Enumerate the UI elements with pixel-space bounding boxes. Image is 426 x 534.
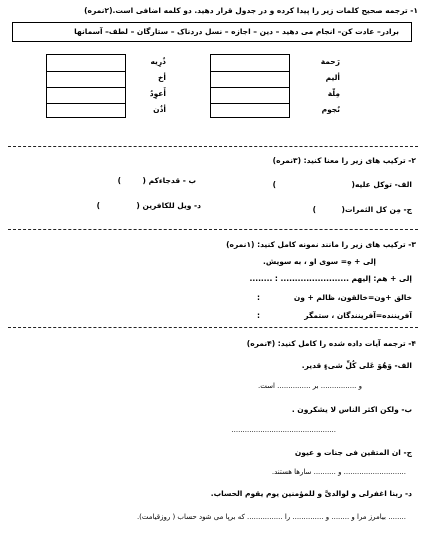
answer-cell[interactable] <box>47 103 125 119</box>
right-word-2: أليم <box>325 73 340 82</box>
q2-item-c-close: ) <box>312 205 316 214</box>
right-word-4: نُجوم <box>321 105 340 114</box>
answer-cell[interactable] <box>211 71 289 88</box>
q2-item-a-close: ) <box>272 180 276 189</box>
divider <box>8 146 418 147</box>
left-word-4: أذُن <box>153 105 166 114</box>
q4-item-d-fill: ........ بیامرز مرا و ........ و .............. را ................ که برپا می شود حساب ( روزقیامت). <box>136 513 406 521</box>
answer-cell[interactable] <box>47 55 125 72</box>
answer-cell[interactable] <box>211 87 289 104</box>
q4-item-a-fill: و ................ بر ............... است. <box>258 382 362 390</box>
q3-line-3: خالق +ون=خالقون، ظالم + ون <box>293 293 412 302</box>
left-word-3: أَعوِدُ <box>149 89 166 98</box>
q4-title: ۴- ترجمه آیات داده شده را کامل کنید: (۴نمره) <box>246 339 416 348</box>
q2-item-a: الف- توکل علیه( <box>351 180 412 189</box>
q2-item-b: ب - قدجاءکم ( <box>142 176 196 185</box>
q3-line-3-colon: : <box>257 293 260 302</box>
q2-item-c: ج- مِن کل الثمرات( <box>341 205 412 214</box>
q4-item-b: ب- ولکن اکثر الناس لا یشکرون . <box>291 405 412 414</box>
q3-example: إلی + هِ= سوی او ، به سویش. <box>263 257 376 266</box>
left-word-1: ذُرِيه <box>150 57 166 66</box>
answer-table-left <box>46 54 126 118</box>
answer-cell[interactable] <box>211 103 289 119</box>
q2-title: ۲- ترکیب های زیر را معنا کنید: (۳نمره) <box>272 156 416 165</box>
q4-item-c-fill: ............................ و .......... سارها هستند. <box>271 468 406 476</box>
right-word-1: رَحمة <box>320 57 340 66</box>
q2-item-d: د- ویل للکافرین ( <box>136 201 201 210</box>
divider <box>8 229 418 230</box>
q3-line-4: آفریننده=آفرینندگان ، ستمگر <box>304 311 412 320</box>
answer-cell[interactable] <box>47 87 125 104</box>
word-bank <box>12 22 412 42</box>
answer-cell[interactable] <box>47 71 125 88</box>
q3-line-4-colon: : <box>257 311 260 320</box>
right-word-3: مِلّة <box>327 89 340 98</box>
q4-item-a: الف- وَهُوَ عَلی کُلِّ شیءٍ قدیر. <box>301 361 412 370</box>
q4-item-c: ج- ان المتقین فی جنات و عیون <box>294 448 412 457</box>
q2-item-d-close: ) <box>96 201 100 210</box>
left-word-2: أخ <box>158 73 166 82</box>
answer-cell[interactable] <box>211 55 289 72</box>
answer-table-right <box>210 54 290 118</box>
q2-item-b-close: ) <box>117 176 121 185</box>
q4-item-b-fill: ............................................... <box>231 426 336 434</box>
q3-line-2: إلی + هم: إلیهم ........................ : ........ <box>249 274 412 283</box>
divider <box>8 327 418 328</box>
q3-title: ۳- ترکیب های زیر را مانند نمونه کامل کنید: (۱نمره) <box>226 240 416 249</box>
word-bank-text: برادر– عادت کن– انجام می دهید – دین – اجازه – نسل دردناک – ستارگان – لطف– آسمانها <box>74 27 399 36</box>
q4-item-d: د- ربنا اغفرلی و لوالدیَّ و للمؤمنین یوم یقوم الحساب. <box>210 489 412 498</box>
q1-title: ۱- ترجمه صحیح کلمات زیر را پیدا کرده و در جدول قرار دهید. دو کلمه اضافی است.(۲نمره) <box>84 6 418 15</box>
